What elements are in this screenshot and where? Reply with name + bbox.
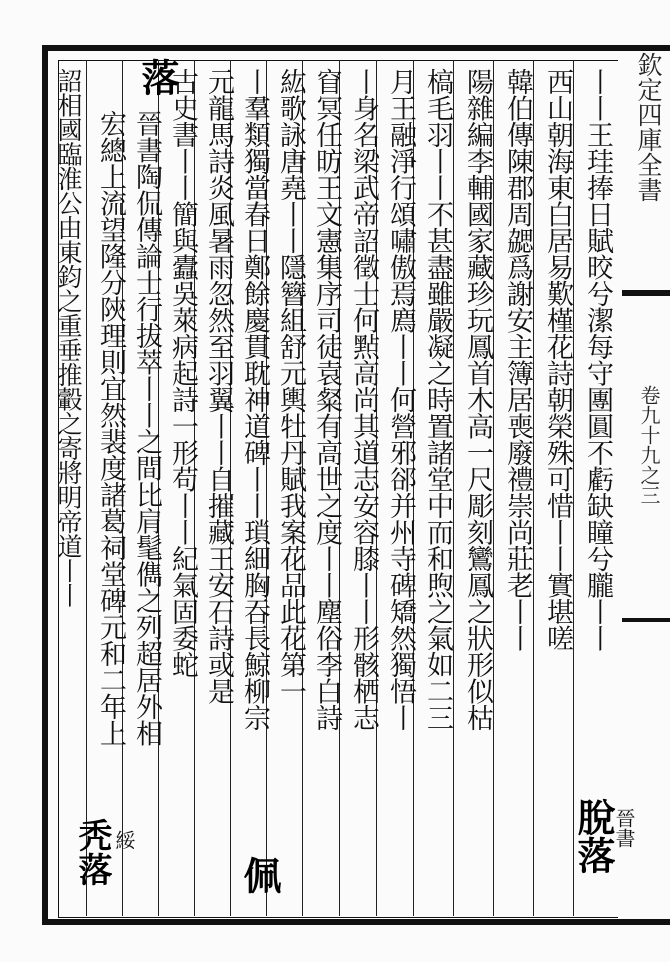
annotation-luo: 落 (135, 58, 180, 96)
annotation-sui: 綏 (112, 830, 136, 850)
annotation-tuluo: 秃落 (72, 818, 112, 886)
annotation-jinshu: 晉書 (612, 808, 636, 848)
text-column-8: 窅冥任昉王文憲集序司徒袁粲有高世之度丨丨塵俗李白詩 (311, 68, 342, 731)
section-label: 卷九十九之三 (637, 385, 661, 505)
text-column-14: 宏總上流望隆分陝理則宜然裴度諸葛祠堂碑元和二年上 (95, 110, 126, 746)
margin-bar-bottom (622, 618, 670, 622)
text-column-5: 槁毛羽丨丨不甚盡雖嚴凝之時置諸堂中而和煦之氣如二三 (422, 68, 453, 731)
text-column-4: 陽雜編李輔國家藏珍玩鳳首木高一尺彫刻鸞鳳之狀形似枯 (462, 68, 493, 731)
text-column-15: 詔相國臨淮公由東鈞之重垂推轂之寄將明帝道丨丨 (54, 68, 83, 607)
text-column-3: 韓伯傳陳郡周勰爲謝安主簿居喪廢禮崇尚莊老丨丨 (502, 68, 533, 651)
margin-bar-top (622, 290, 670, 296)
text-column-2: 西山朝海東白居易歎槿花詩朝榮殊可惜丨丨實堪嗟 (542, 68, 573, 651)
text-column-6: 月王融淨行頌嘯傲焉廌丨丨何營邪郤并州寺碑矯然獨悟丨 (385, 68, 416, 731)
annotation-pei: 佩 (237, 856, 282, 894)
annotation-tuoluo: 脫落 (571, 798, 616, 874)
text-column-1: 丨丨王珪捧日賦晈兮潔每守團圓不虧缺瞳兮朧丨丨 (582, 68, 613, 651)
text-column-11: 元龍馬詩炎風暑雨忽然至羽翼丨丨自摧藏王安石詩或是 (203, 68, 234, 704)
text-column-10: 丨羣類獨當春日鄭餘慶貫耽神道碑丨丨瑣細胸吞長鯨柳宗 (239, 68, 270, 731)
text-column-7: 丨身名梁武帝詔徵士何㸃高尚其道志安容膝丨丨形骸栖志 (348, 68, 379, 731)
running-title: 欽定四庫全書 (634, 52, 663, 202)
text-column-13: 晉書陶侃傳論士行拔萃丨丨之間比肩髦儁之列超居外相 (131, 110, 162, 746)
text-column-12: 古史書丨丨簡與蠹吳萊病起詩一形苟丨丨紀氣固委蛇 (167, 68, 198, 678)
text-column-9: 紘歌詠唐堯丨丨隱簪組舒元輿牡丹賦我案花品此花第一 (275, 68, 306, 704)
